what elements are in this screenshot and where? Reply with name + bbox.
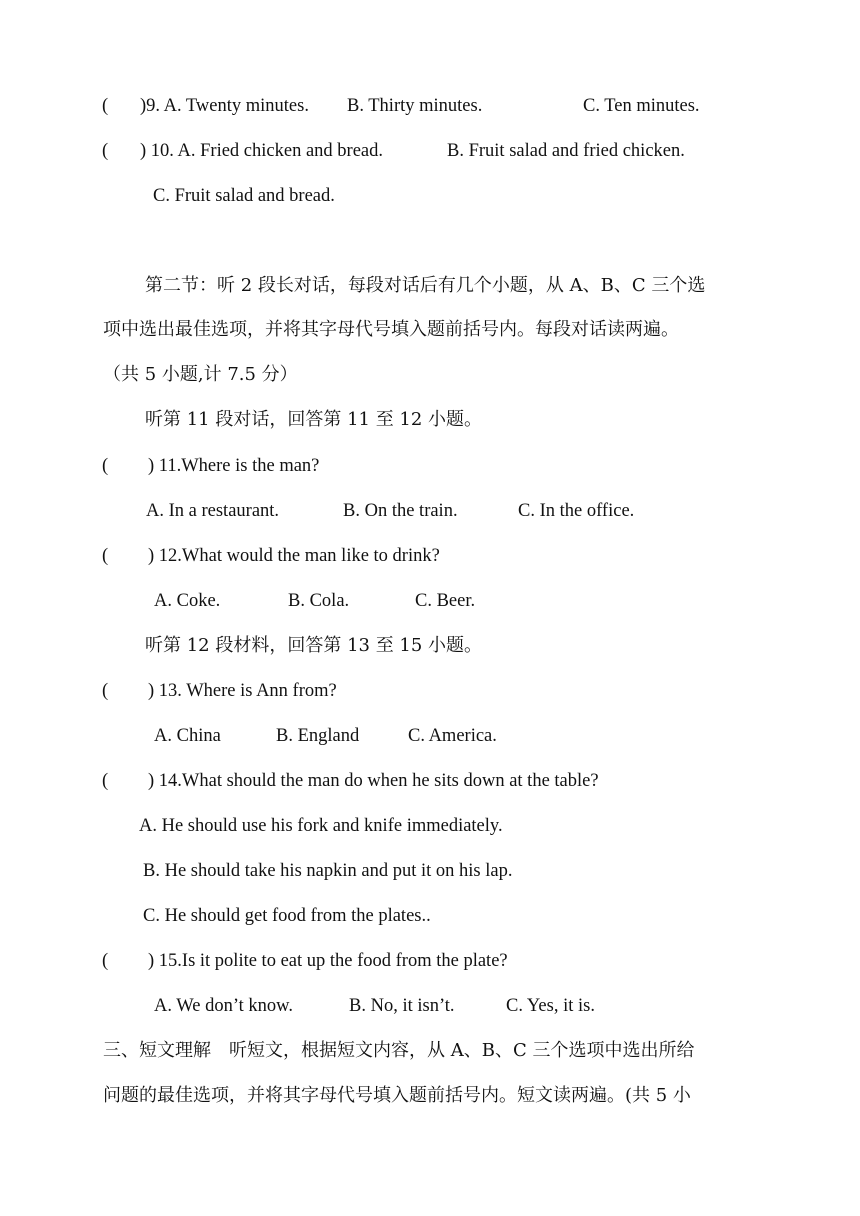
question-9-option-c: C. Ten minutes. — [583, 96, 700, 116]
question-10-option-a: ) 10. A. Fried chicken and bread. — [140, 141, 383, 161]
section-2-line-1: 第二节：听 2 段长对话，每段对话后有几个小题，从 A、B、C 三个选 — [145, 275, 706, 296]
answer-paren-open[interactable]: ( — [102, 546, 109, 566]
question-14-stem: ) 14.What should the man do when he sits down at the table? — [148, 771, 599, 791]
question-9-option-b: B. Thirty minutes. — [347, 96, 483, 116]
question-14-option-a: A. He should use his fork and knife immediately. — [139, 816, 503, 836]
question-13-option-a: A. China — [154, 726, 221, 746]
question-14-option-b: B. He should take his napkin and put it on his lap. — [143, 861, 513, 881]
question-12-option-a: A. Coke. — [154, 591, 221, 611]
question-14-option-c: C. He should get food from the plates.. — [143, 906, 431, 926]
question-12-option-c: C. Beer. — [415, 591, 476, 611]
question-13-stem: ) 13. Where is Ann from? — [148, 681, 337, 701]
question-13-option-b: B. England — [276, 726, 360, 746]
section-3-line-1: 三、短文理解 听短文，根据短文内容，从 A、B、C 三个选项中选出所给 — [103, 1040, 695, 1061]
question-15-stem: ) 15.Is it polite to eat up the food from the plate? — [148, 951, 508, 971]
answer-paren-open[interactable]: ( — [102, 456, 109, 476]
question-11-stem: ) 11.Where is the man? — [148, 456, 320, 476]
answer-paren-open[interactable]: ( — [102, 771, 109, 791]
question-10-option-b: B. Fruit salad and fried chicken. — [447, 141, 685, 161]
dialog-12-heading: 听第 12 段材料，回答第 13 至 15 小题。 — [145, 635, 483, 656]
question-11-option-a: A. In a restaurant. — [146, 501, 280, 521]
question-9-option-a: )9. A. Twenty minutes. — [140, 96, 309, 116]
section-3-line-2: 问题的最佳选项，并将其字母代号填入题前括号内。短文读两遍。(共 5 小 — [103, 1085, 691, 1106]
dialog-11-heading: 听第 11 段对话，回答第 11 至 12 小题。 — [145, 409, 483, 430]
question-12-stem: ) 12.What would the man like to drink? — [148, 546, 440, 566]
answer-paren-open[interactable]: ( — [102, 681, 109, 701]
question-13-option-c: C. America. — [408, 726, 497, 746]
question-12-option-b: B. Cola. — [288, 591, 350, 611]
answer-paren-open[interactable]: ( — [102, 141, 109, 161]
question-15-option-a: A. We don’t know. — [154, 996, 293, 1016]
answer-paren-open[interactable]: ( — [102, 96, 109, 116]
section-2-line-3: （共 5 小题,计 7.5 分） — [103, 364, 298, 385]
answer-paren-open[interactable]: ( — [102, 951, 109, 971]
question-15-option-b: B. No, it isn’t. — [349, 996, 455, 1016]
question-11-option-b: B. On the train. — [343, 501, 458, 521]
question-10-option-c: C. Fruit salad and bread. — [153, 186, 335, 206]
section-2-line-2: 项中选出最佳选项，并将其字母代号填入题前括号内。每段对话读两遍。 — [103, 319, 679, 340]
question-15-option-c: C. Yes, it is. — [506, 996, 595, 1016]
question-11-option-c: C. In the office. — [518, 501, 635, 521]
